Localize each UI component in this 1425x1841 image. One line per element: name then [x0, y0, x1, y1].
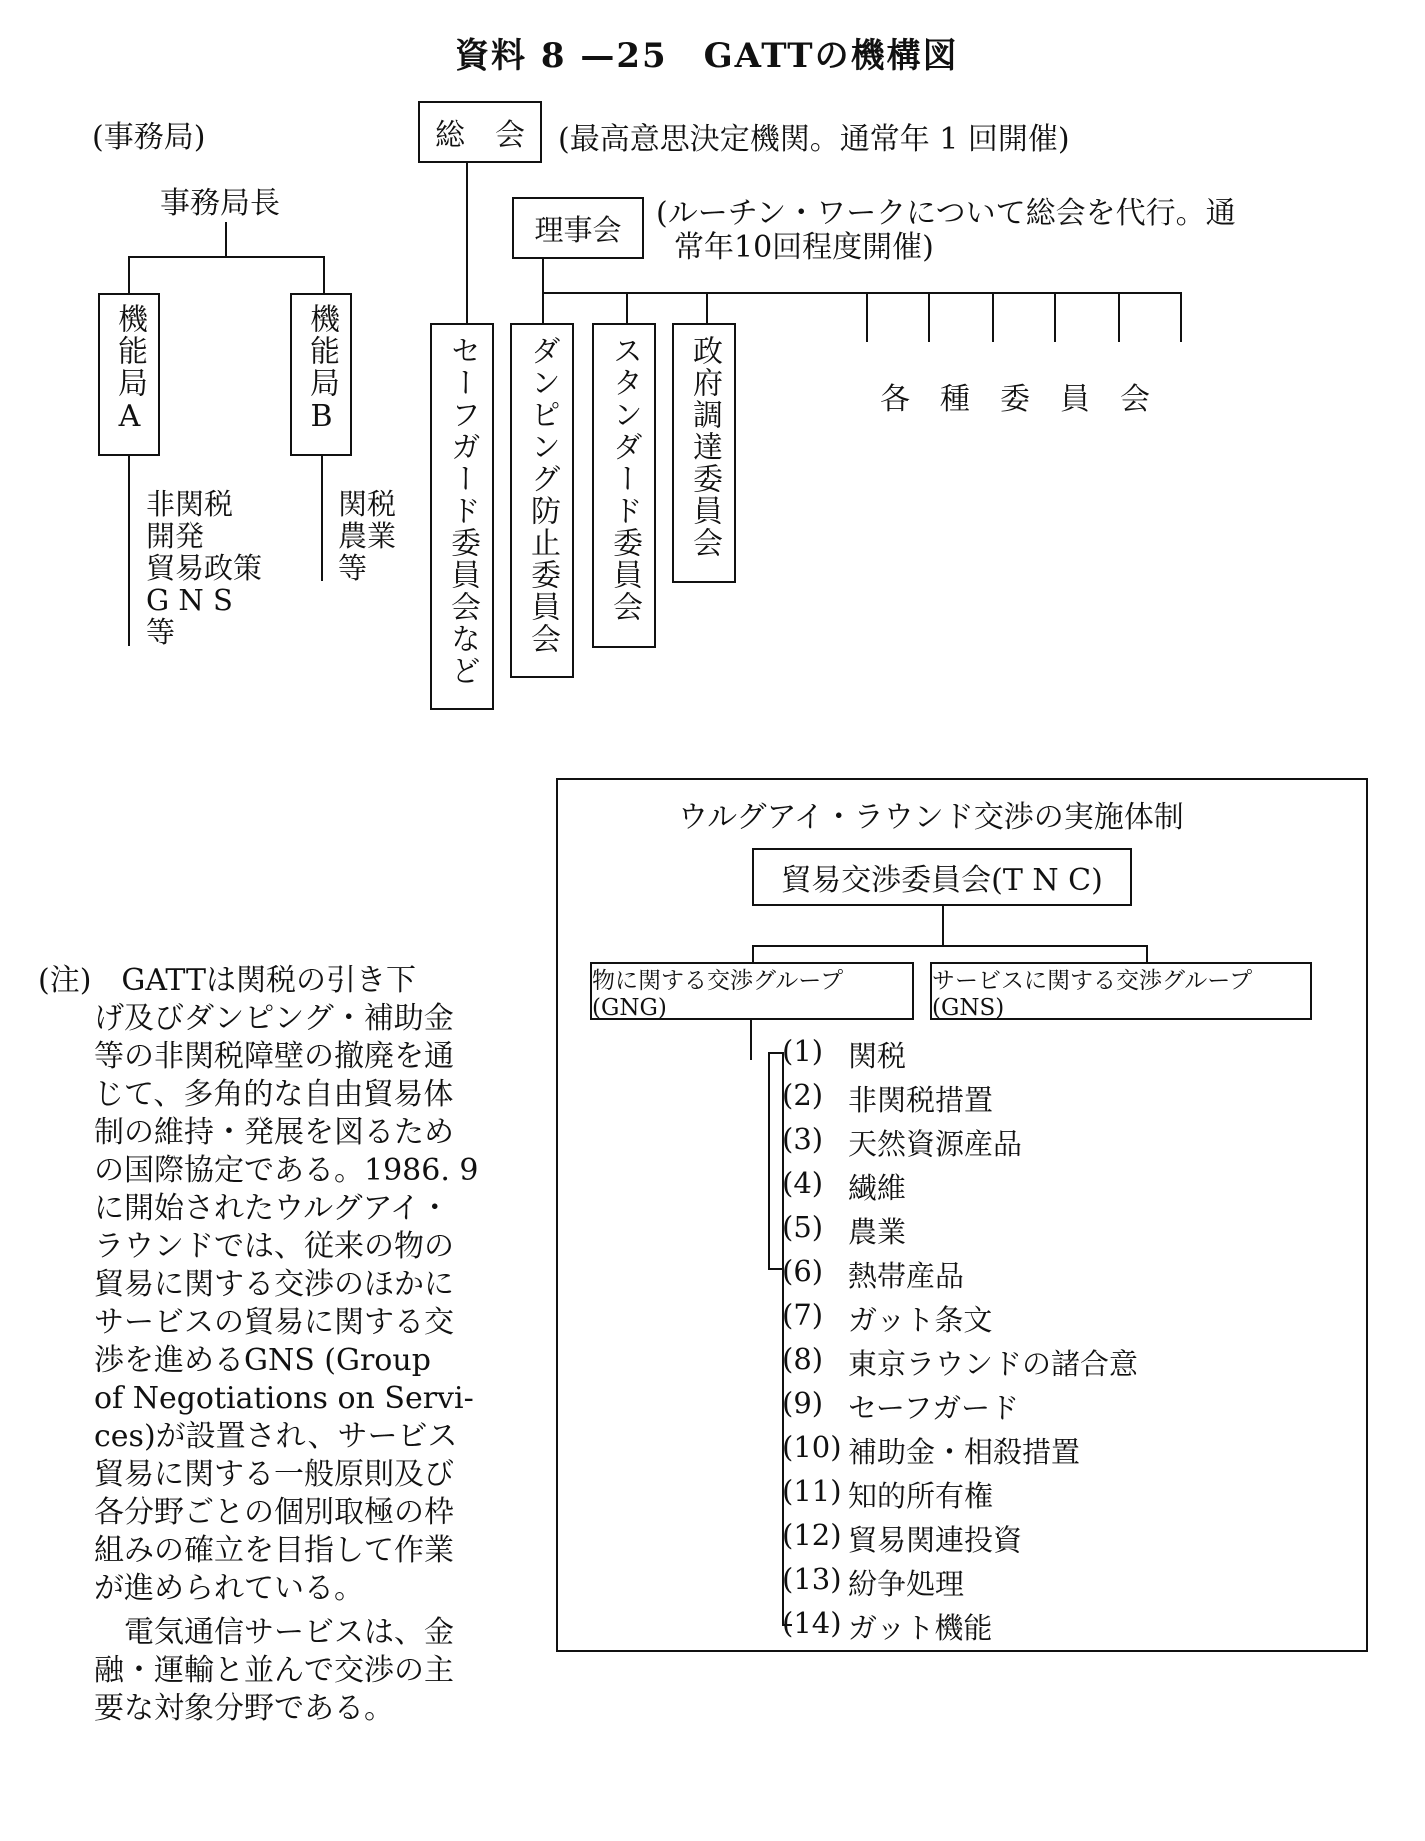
bracket-line — [768, 1052, 782, 1054]
gns-label: サービスに関する交渉グループ(GNS) — [932, 967, 1253, 1021]
general-assembly-label: 総 会 — [435, 118, 525, 153]
general-assembly-box — [418, 101, 542, 163]
bureau-b-duties: 関税 農業 等 — [338, 487, 397, 585]
bracket-line-1-6 — [768, 1052, 770, 1268]
safeguard-committee-box — [430, 323, 494, 710]
connector-line — [706, 292, 708, 324]
gng-box — [590, 962, 914, 1020]
bureau-a-label: 機能局A — [112, 303, 147, 436]
tnc-label: 貿易交渉委員会(T N C) — [781, 863, 1103, 898]
safeguard-committee-label: セーフガード委員会など — [445, 335, 480, 687]
tick-line — [866, 292, 868, 342]
tnc-box — [752, 848, 1132, 906]
connector-line — [323, 256, 325, 294]
connector-line — [321, 456, 323, 581]
standards-committee-box — [592, 323, 656, 648]
bracket-line — [768, 1268, 782, 1270]
council-note: (ルーチン・ワークについて総会を代行。通 常年10回程度開催) — [656, 196, 1236, 265]
connector-line — [1146, 945, 1148, 963]
connector-line — [128, 456, 130, 646]
connector-line — [225, 222, 227, 257]
standards-committee-label: スタンダード委員会 — [607, 335, 642, 623]
connector-line — [128, 256, 324, 258]
connector-line — [942, 906, 944, 946]
note-paragraph: (注) GATTは関税の引き下 げ及びダンピング・補助金 等の非関税障壁の撤廃を通 じて、多角的な自由貿易体 制の維持・発展を図るため の国際協定である。1986. 9 に開始されたウルグアイ・ ラウンドでは、従来の物の 貿易に関する交渉のほかに サービスの貿易に関する交 渉を進めるGNS (Group of Negotiations on Servi- ces)が設置され、サービス 貿易に関する一般原則及び 各分野ごとの個別取極の枠 組みの確立を目指して作業 が進められている。 電気通信サービスは、金 融・運輸と並んで交渉の主 要な対象分野である。 — [38, 963, 479, 1726]
connector-line — [750, 1020, 752, 1060]
bureau-a-duties: 非関税 開発 貿易政策 G N S 等 — [146, 487, 263, 649]
tick-line — [928, 292, 930, 342]
connector-line — [626, 292, 628, 324]
bureau-a-box — [98, 293, 160, 456]
connector-line — [752, 945, 1148, 947]
connector-line — [752, 945, 754, 963]
gng-label: 物に関する交渉グループ(GNG) — [592, 967, 844, 1021]
antidumping-committee-box — [510, 323, 574, 678]
connector-line — [128, 256, 130, 294]
tick-line — [1054, 292, 1056, 342]
antidumping-committee-label: ダンピング防止委員会 — [525, 335, 560, 655]
gns-box — [930, 962, 1312, 1020]
uruguay-round-title: ウルグアイ・ラウンド交渉の実施体制 — [678, 800, 1184, 835]
bureau-b-box — [290, 293, 352, 456]
secretariat-label: (事務局) — [92, 120, 206, 155]
procurement-committee-label: 政府調達委員会 — [687, 335, 722, 559]
secretariat-head: 事務局長 — [160, 186, 280, 221]
general-assembly-note: (最高意思決定機関。通常年 1 回開催) — [558, 122, 1070, 157]
page-title: 資料 8 —25 GATTの機構図 — [455, 36, 959, 76]
procurement-committee-box — [672, 323, 736, 583]
bureau-b-label: 機能局B — [304, 303, 339, 436]
connector-line — [466, 163, 468, 324]
tick-line — [992, 292, 994, 342]
various-committees-label: 各 種 委 員 会 — [880, 382, 1150, 417]
council-box — [512, 197, 644, 259]
council-label: 理事会 — [534, 212, 622, 247]
tick-line — [1118, 292, 1120, 342]
tick-line — [1180, 292, 1182, 342]
committee-bus-line — [542, 292, 1182, 294]
